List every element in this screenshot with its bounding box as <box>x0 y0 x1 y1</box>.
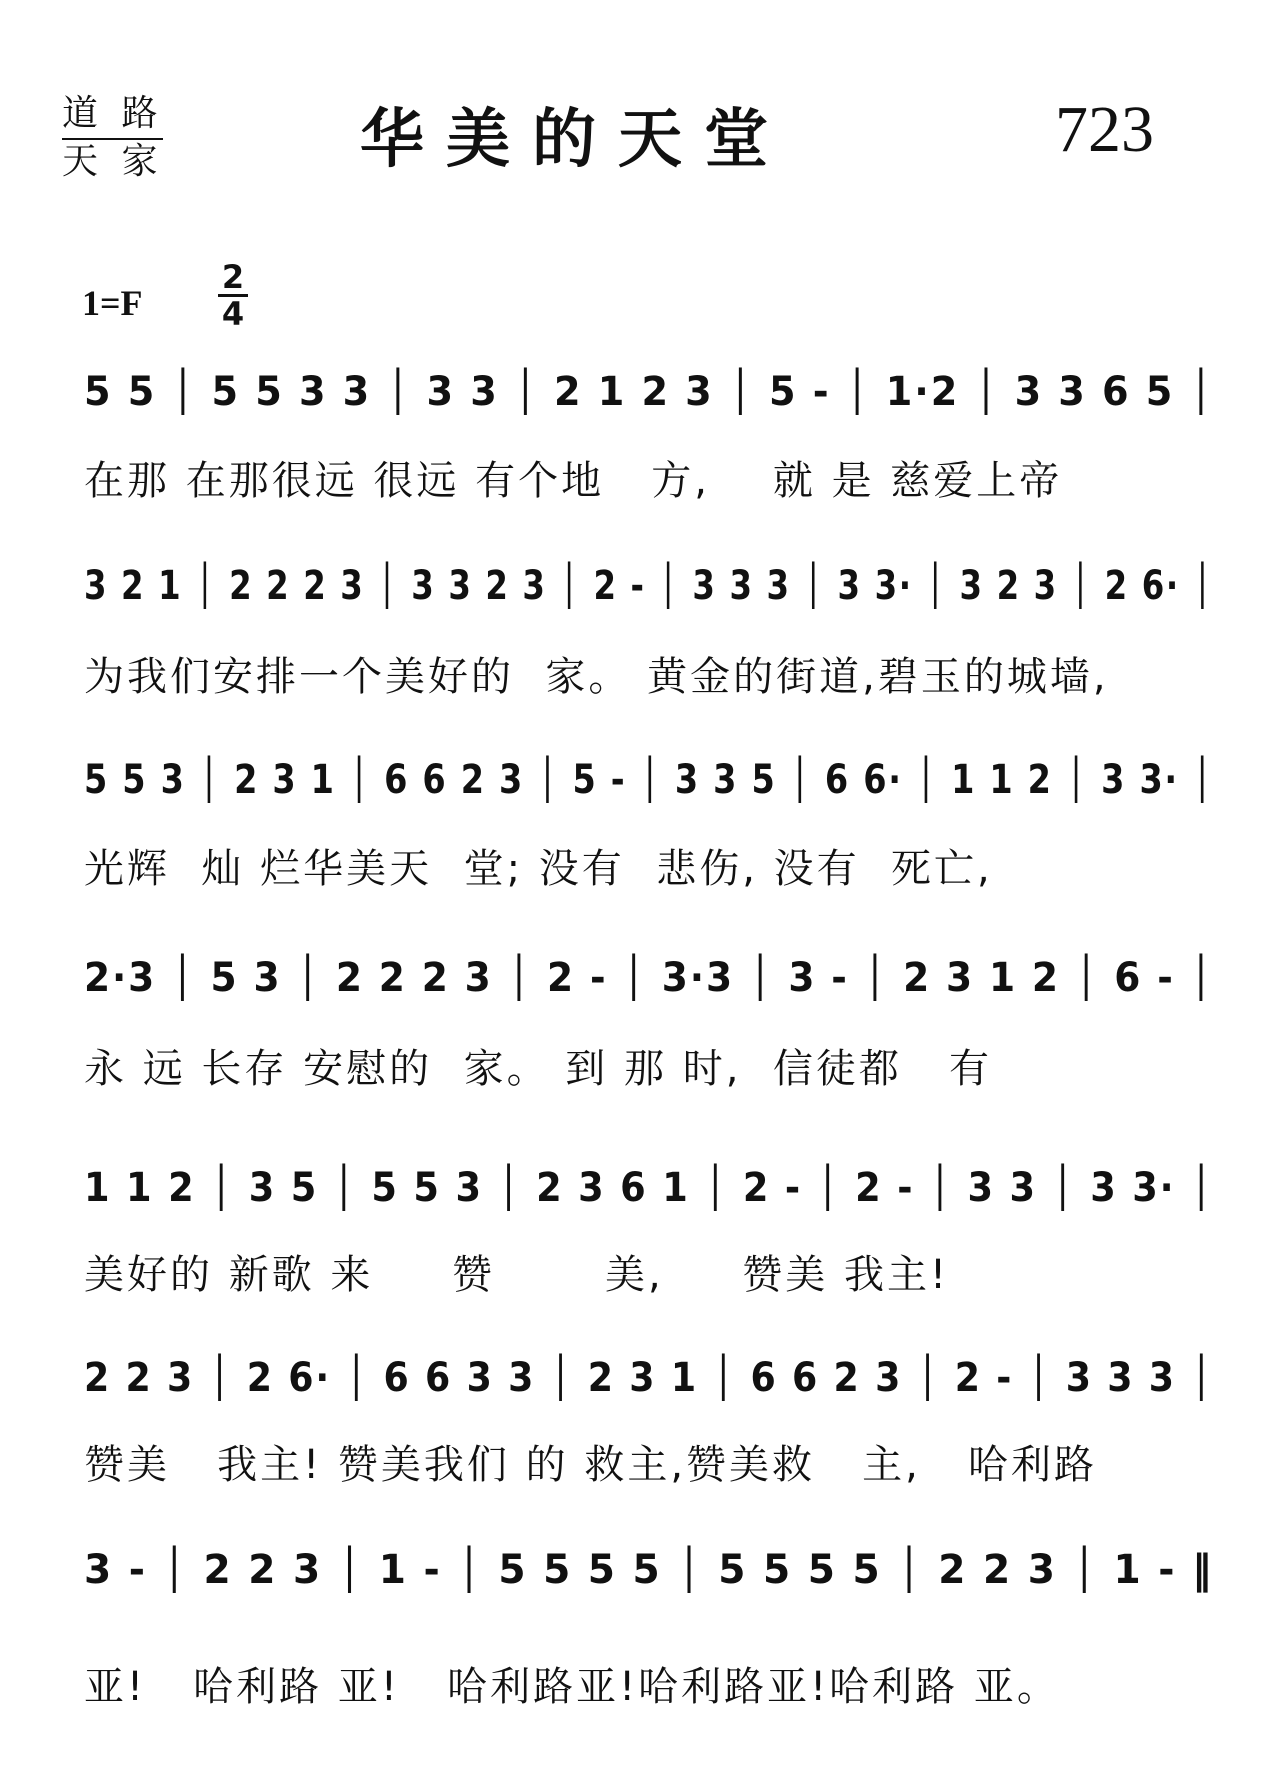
notation-line <box>84 750 1214 810</box>
notation-text: 5 5 3 │ 2 3 1 │ 6 6 2 3 │ 5 - │ 3 3 5 │ 6 6· │ 1 1 2 │ 3 3· │ <box>84 757 1214 803</box>
lyrics-line: 光辉 灿 烂华美天 堂; 没有 悲伤, 没有 死亡, <box>84 846 993 892</box>
lyrics-line: 亚! 哈利路 亚! 哈利路亚!哈利路亚!哈利路 亚。 <box>84 1664 1060 1710</box>
hymn-category <box>62 92 163 184</box>
time-numerator: 2 <box>218 260 248 297</box>
lyrics-line: 赞美 我主! 赞美我们 的 救主,赞美救 主, 哈利路 <box>84 1442 1098 1488</box>
category-line-2: 天 家 <box>62 141 164 182</box>
notation-text: 2·3 │ 5 3 │ 2 2 2 3 │ 2 - │ 3·3 │ 3 - │ 2 3 1 2 │ 6 - │ <box>84 955 1215 1001</box>
notation-text: 3 - │ 2 2 3 │ 1 - │ 5 5 5 5 │ 5 5 5 5 │ 2 2 3 │ 1 - ‖ <box>84 1547 1214 1593</box>
hymn-title: 华美的天堂 <box>360 103 790 177</box>
notation-line <box>84 362 1214 422</box>
notation-line <box>84 556 1214 616</box>
lyrics-line: 美好的 新歌 来 赞 美, 赞美 我主! <box>84 1252 950 1298</box>
notation-text: 1 1 2 │ 3 5 │ 5 5 3 │ 2 3 6 1 │ 2 - │ 2 - │ 3 3 │ 3 3· │ <box>84 1165 1215 1211</box>
notation-text: 2 2 3 │ 2 6· │ 6 6 3 3 │ 2 3 1 │ 6 6 2 3 │ 2 - │ 3 3 3 │ <box>84 1355 1215 1401</box>
key-signature: 1=F <box>82 283 143 323</box>
hymn-number: 723 <box>1055 93 1154 166</box>
notation-line <box>84 1348 1214 1408</box>
notation-text: 3 2 1 │ 2 2 2 3 │ 3 3 2 3 │ 2 - │ 3 3 3 │ 3 3· │ 3 2 3 │ 2 6· │ <box>84 563 1214 609</box>
time-signature <box>218 260 248 331</box>
notation-line <box>84 1158 1214 1218</box>
notation-line <box>84 948 1214 1008</box>
category-line-1: 道 路 <box>62 92 163 140</box>
notation-line <box>84 1540 1214 1600</box>
lyrics-line: 永 远 长存 安慰的 家。 到 那 时, 信徒都 有 <box>84 1046 993 1092</box>
notation-text: 5 5 │ 5 5 3 3 │ 3 3 │ 2 1 2 3 │ 5 - │ 1·2 │ 3 3 6 5 │ <box>84 369 1215 415</box>
time-denominator: 4 <box>221 295 245 333</box>
lyrics-line: 为我们安排一个美好的 家。 黄金的街道,碧玉的城墙, <box>84 654 1109 700</box>
lyrics-line: 在那 在那很远 很远 有个地 方, 就 是 慈爱上帝 <box>84 458 1063 504</box>
